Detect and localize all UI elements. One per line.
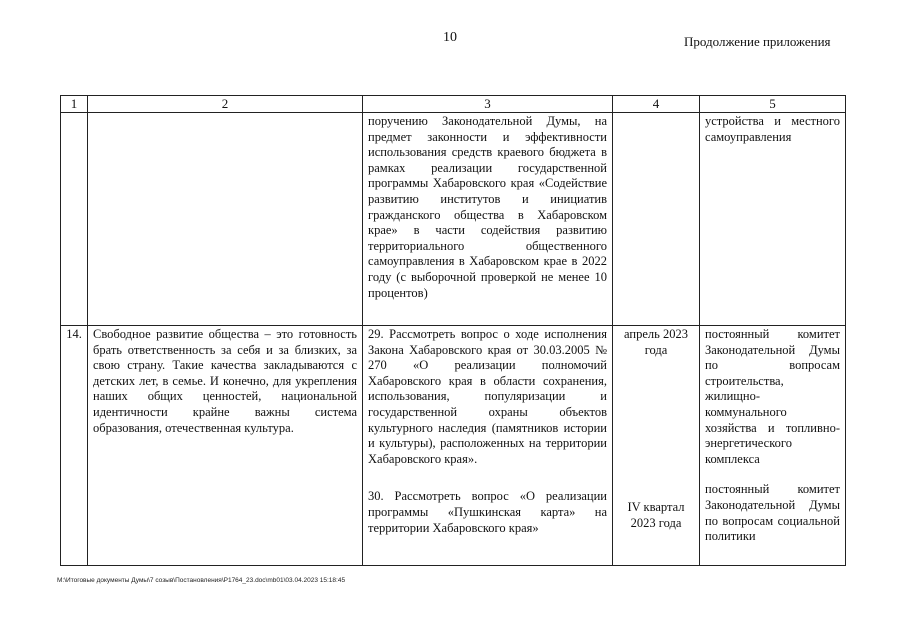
table-cell — [700, 326, 846, 566]
row-number: 14. — [61, 326, 88, 566]
plan-table — [60, 95, 846, 566]
table-cell: Свободное развитие общества – это готовность брать ответственность за себя и за близких, за свою страну. Такие качества закладываются с детских лет, в семье. И конечно, для укрепления наших общих ценностей, национальной идентичности крайне важны система образования, отечественная культура. — [88, 326, 363, 566]
table-cell — [613, 113, 700, 326]
column-header: 4 — [613, 96, 700, 113]
responsible-30: постоянный комитет Законодательной Думы по вопросам социальной политики — [705, 482, 840, 544]
column-header: 3 — [363, 96, 613, 113]
column-header: 1 — [61, 96, 88, 113]
continuation-label: Продолжение приложения — [684, 34, 831, 49]
plan-item-30: 30. Рассмотреть вопрос «О реализации программы «Пушкинская карта» на территории Хабаровского края» — [368, 489, 607, 535]
term-30: IV квартал 2023 года — [627, 500, 685, 530]
table-cell — [61, 113, 88, 326]
footer-file-path: M:\Итоговые документы Думы\7 созыв\Постановления\P1764_23.doc\mb01\03.04.2023 15:18:45 — [57, 577, 346, 584]
responsible-29: постоянный комитет Законодательной Думы по вопросам строительства, жилищно-коммунального хозяйства и топливно-энергетического комплекса — [705, 327, 840, 466]
table-row — [61, 113, 846, 326]
page-number: 10 — [443, 30, 457, 45]
table-cell — [88, 113, 363, 326]
table-cell — [613, 326, 700, 566]
table-row — [61, 326, 846, 566]
table-cell — [363, 326, 613, 566]
table-header-row — [61, 96, 846, 113]
plan-item-29: 29. Рассмотреть вопрос о ходе исполнения Закона Хабаровского края от 30.03.2005 № 270 «О реализации полномочий Хабаровского края в области сохранения, использования, популяризации и государственной охраны объектов культурного наследия (памятников истории и культуры), расположенных на территории Хабаровского края». — [368, 327, 607, 466]
column-header: 5 — [700, 96, 846, 113]
column-header: 2 — [88, 96, 363, 113]
table-cell: устройства и местного самоуправления — [700, 113, 846, 326]
term-29: апрель 2023 года — [624, 327, 688, 357]
table-cell: поручению Законодательной Думы, на предмет законности и эффективности использования средств краевого бюджета в рамках реализации государственной программы Хабаровского края «Содействие развитию институтов и инициатив гражданского общества в Хабаровском крае» в части содействия развитию территориального общественного самоуправления в Хабаровском крае в 2022 году (с выборочной проверкой не менее 10 процентов) — [363, 113, 613, 326]
